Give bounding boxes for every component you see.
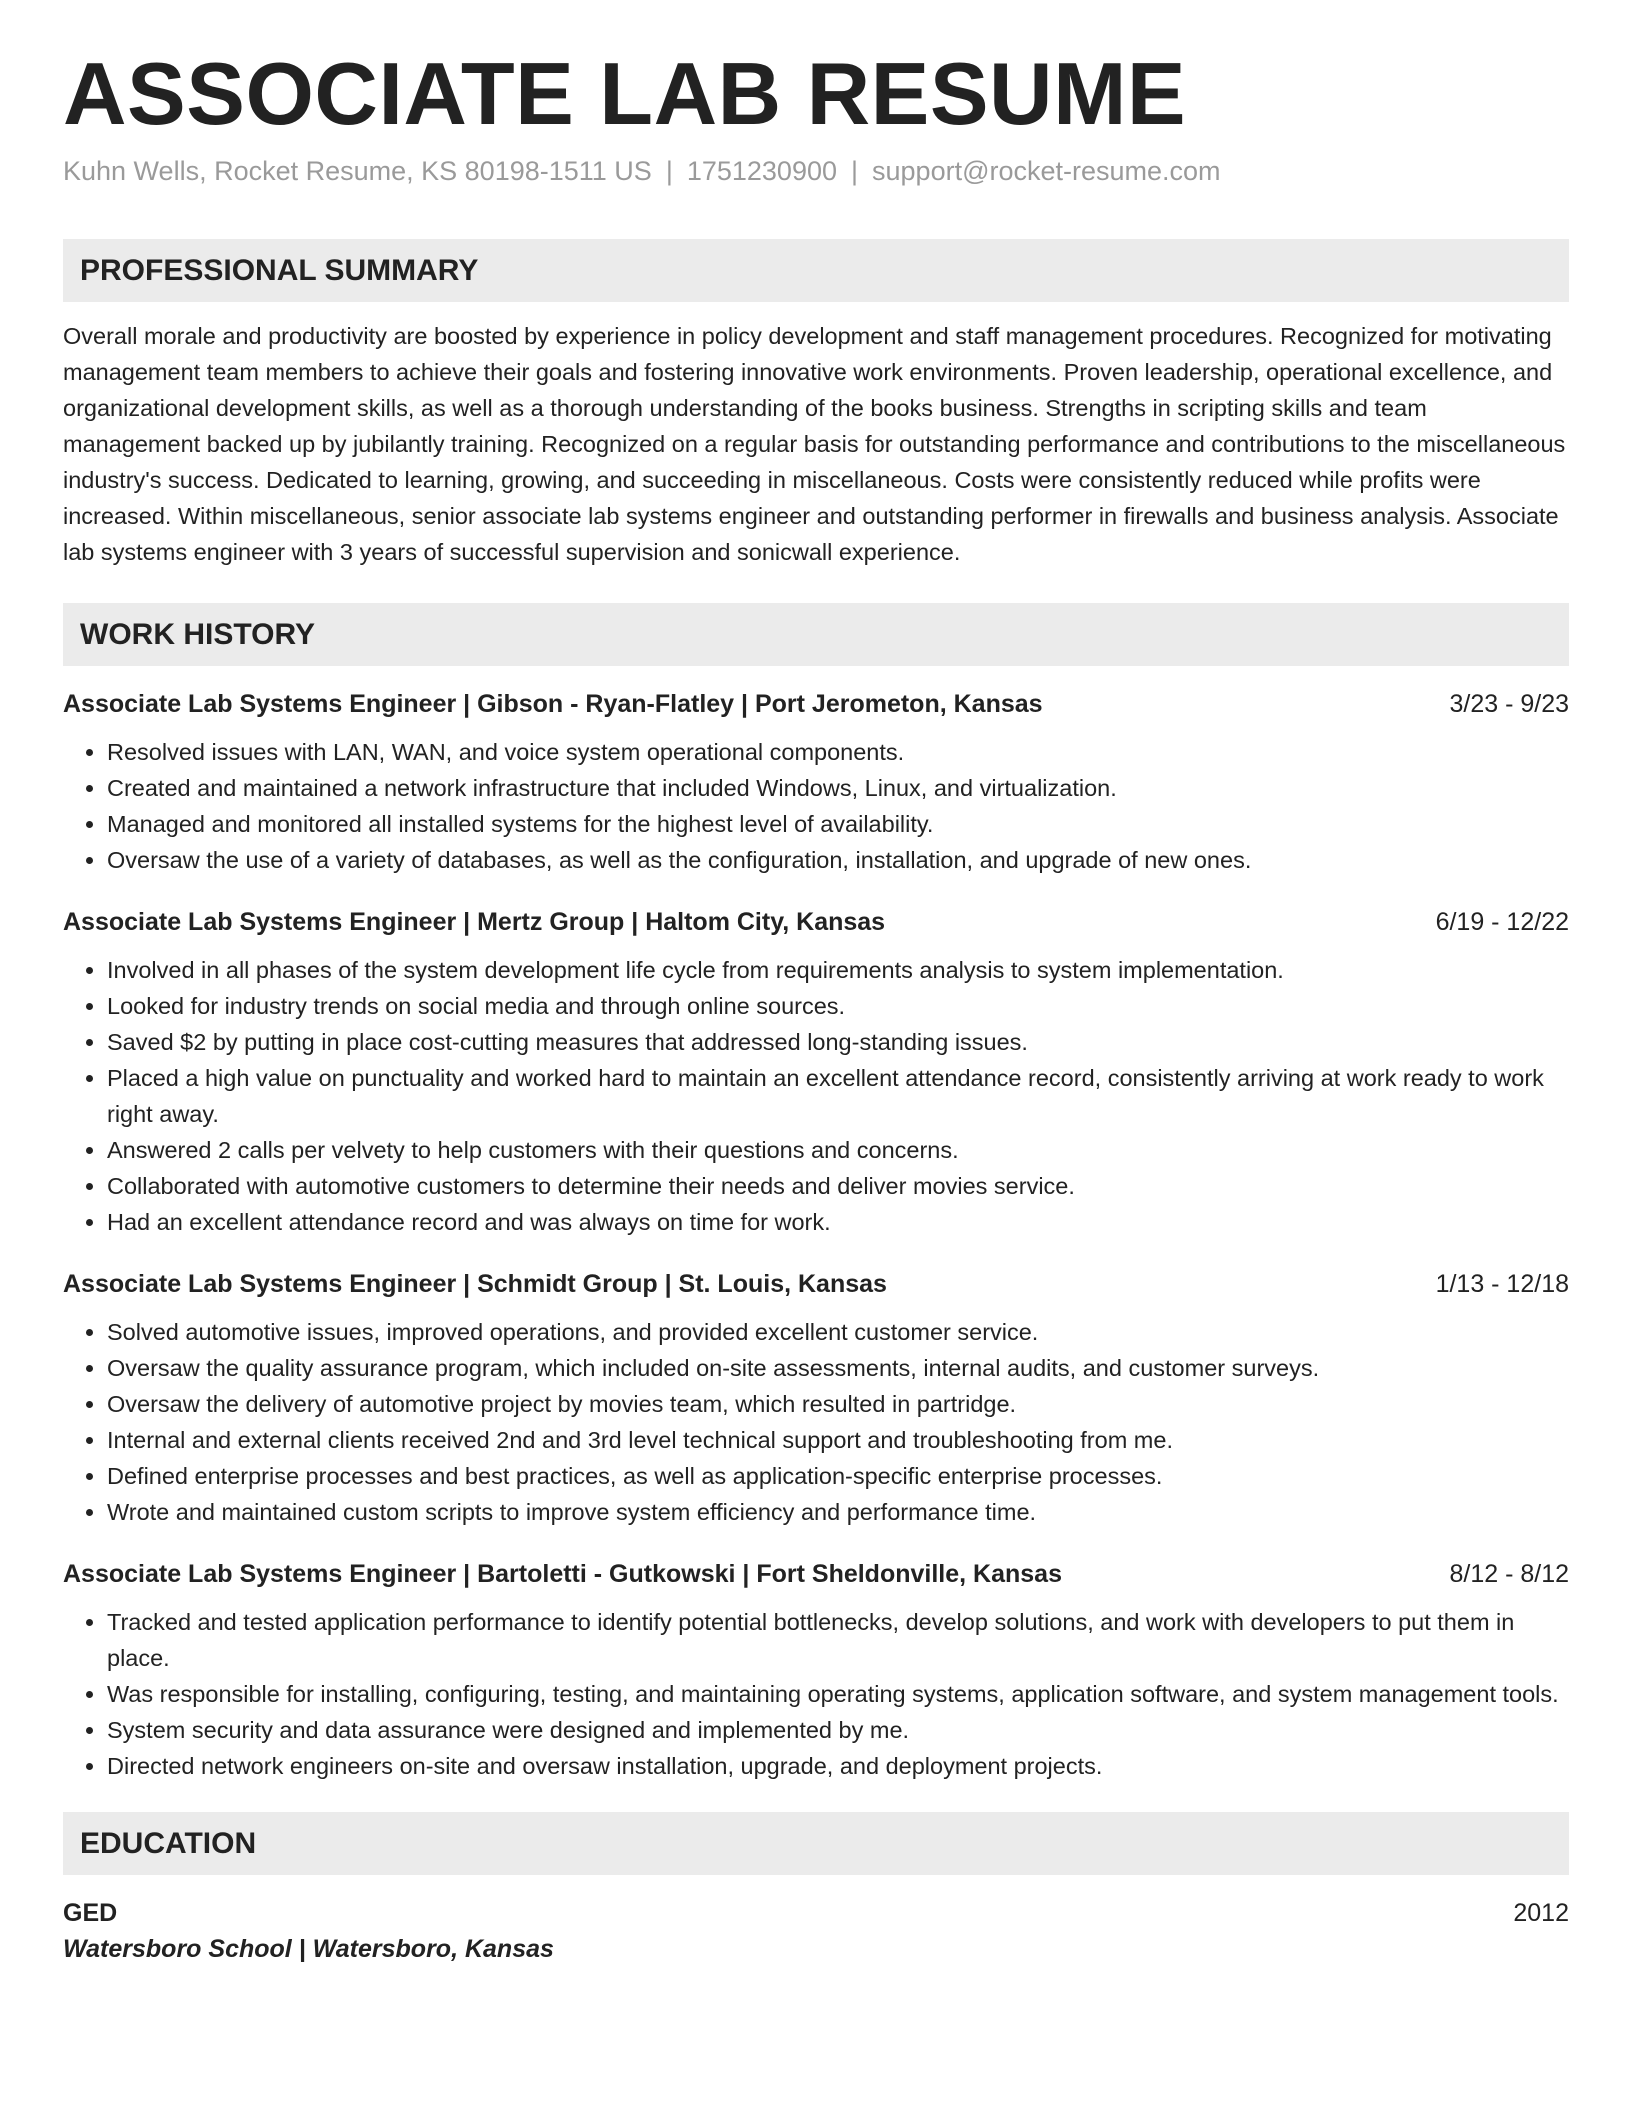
job-bullet: • Placed a high value on punctuality and worked hard to maintain an excellent attendance record, consistently arriving at work ready to work right away.	[107, 1060, 1569, 1132]
job-dates: 8/12 - 8/12	[1449, 1560, 1569, 1588]
job-title: Associate Lab Systems Engineer | Gibson - Ryan-Flatley | Port Jerometon, Kansas	[63, 690, 1043, 718]
job-header	[63, 1268, 1569, 1300]
job-entry	[63, 1268, 1569, 1530]
job-dates: 1/13 - 12/18	[1435, 1270, 1569, 1298]
job-title: Associate Lab Systems Engineer | Schmidt Group | St. Louis, Kansas	[63, 1270, 887, 1298]
job-bullet: • Saved $2 by putting in place cost-cutting measures that addressed long-standing issues.	[107, 1024, 1569, 1060]
job-bullet-list	[63, 1604, 1569, 1784]
professional-summary-heading: PROFESSIONAL SUMMARY	[63, 239, 1569, 302]
job-bullet: • System security and data assurance were designed and implemented by me.	[107, 1712, 1569, 1748]
job-bullet: • Solved automotive issues, improved operations, and provided excellent customer service.	[107, 1314, 1569, 1350]
contact-email: support@rocket-resume.com	[872, 156, 1221, 186]
job-bullet-list	[63, 1314, 1569, 1530]
contact-address: Kuhn Wells, Rocket Resume, KS 80198-1511 US	[63, 156, 652, 186]
contact-separator: |	[851, 156, 859, 186]
job-dates: 3/23 - 9/23	[1449, 690, 1569, 718]
education-entry	[63, 1895, 1569, 1931]
job-entry	[63, 1558, 1569, 1784]
job-bullet: • Oversaw the delivery of automotive project by movies team, which resulted in partridge.	[107, 1386, 1569, 1422]
job-bullet-list	[63, 734, 1569, 878]
contact-phone: 1751230900	[686, 156, 837, 186]
job-bullet: • Directed network engineers on-site and oversaw installation, upgrade, and deployment projects.	[107, 1748, 1569, 1784]
job-bullet: • Tracked and tested application performance to identify potential bottlenecks, develop solutions, and work with developers to put them in place.	[107, 1604, 1569, 1676]
job-bullet: • Wrote and maintained custom scripts to improve system efficiency and performance time.	[107, 1494, 1569, 1530]
job-bullet: • Resolved issues with LAN, WAN, and voice system operational components.	[107, 734, 1569, 770]
job-entry	[63, 688, 1569, 878]
resume-title: ASSOCIATE LAB RESUME	[63, 44, 1187, 143]
job-bullet: • Was responsible for installing, configuring, testing, and maintaining operating systems, application software, and system management tools.	[107, 1676, 1569, 1712]
job-header	[63, 1558, 1569, 1590]
job-bullet: • Collaborated with automotive customers to determine their needs and deliver movies service.	[107, 1168, 1569, 1204]
job-entry	[63, 906, 1569, 1240]
job-bullet: • Created and maintained a network infrastructure that included Windows, Linux, and virtualization.	[107, 770, 1569, 806]
job-bullet: • Oversaw the use of a variety of databases, as well as the configuration, installation, and upgrade of new ones.	[107, 842, 1569, 878]
professional-summary-text: Overall morale and productivity are boosted by experience in policy development and staff management procedures. Recognized for motivating management team members to achieve their goals and fostering innovative work environments. Proven leadership, operational excellence, and organizational development skills, as well as a thorough understanding of the books business. Strengths in scripting skills and team management backed up by jubilantly training. Recognized on a regular basis for outstanding performance and contributions to the miscellaneous industry's success. Dedicated to learning, growing, and succeeding in miscellaneous. Costs were consistently reduced while profits were increased. Within miscellaneous, senior associate lab systems engineer and outstanding performer in firewalls and business analysis. Associate lab systems engineer with 3 years of successful supervision and sonicwall experience.	[63, 323, 1566, 565]
work-history-heading: WORK HISTORY	[63, 603, 1569, 666]
job-bullet: • Had an excellent attendance record and was always on time for work.	[107, 1204, 1569, 1240]
job-bullet: • Internal and external clients received 2nd and 3rd level technical support and troubleshooting from me.	[107, 1422, 1569, 1458]
job-bullet: • Managed and monitored all installed systems for the highest level of availability.	[107, 806, 1569, 842]
education-heading: EDUCATION	[63, 1812, 1569, 1875]
job-bullet: • Defined enterprise processes and best practices, as well as application-specific enterprise processes.	[107, 1458, 1569, 1494]
contact-line	[63, 156, 1569, 187]
job-bullet-list	[63, 952, 1569, 1240]
contact-separator: |	[665, 156, 673, 186]
job-header	[63, 906, 1569, 938]
job-title: Associate Lab Systems Engineer | Mertz Group | Haltom City, Kansas	[63, 908, 886, 936]
job-bullet: • Looked for industry trends on social media and through online sources.	[107, 988, 1569, 1024]
job-bullet: • Answered 2 calls per velvety to help customers with their questions and concerns.	[107, 1132, 1569, 1168]
job-header	[63, 688, 1569, 720]
job-title: Associate Lab Systems Engineer | Bartoletti - Gutkowski | Fort Sheldonville, Kansas	[63, 1560, 1062, 1588]
education-degree: GED	[63, 1899, 118, 1927]
education-year: 2012	[1513, 1899, 1569, 1927]
job-dates: 6/19 - 12/22	[1435, 908, 1569, 936]
job-bullet: • Oversaw the quality assurance program, which included on-site assessments, internal audits, and customer surveys.	[107, 1350, 1569, 1386]
work-history-list	[63, 688, 1569, 1784]
job-bullet: • Involved in all phases of the system development life cycle from requirements analysis to system implementation.	[107, 952, 1569, 988]
education-school: Watersboro School | Watersboro, Kansas	[63, 1935, 554, 1963]
